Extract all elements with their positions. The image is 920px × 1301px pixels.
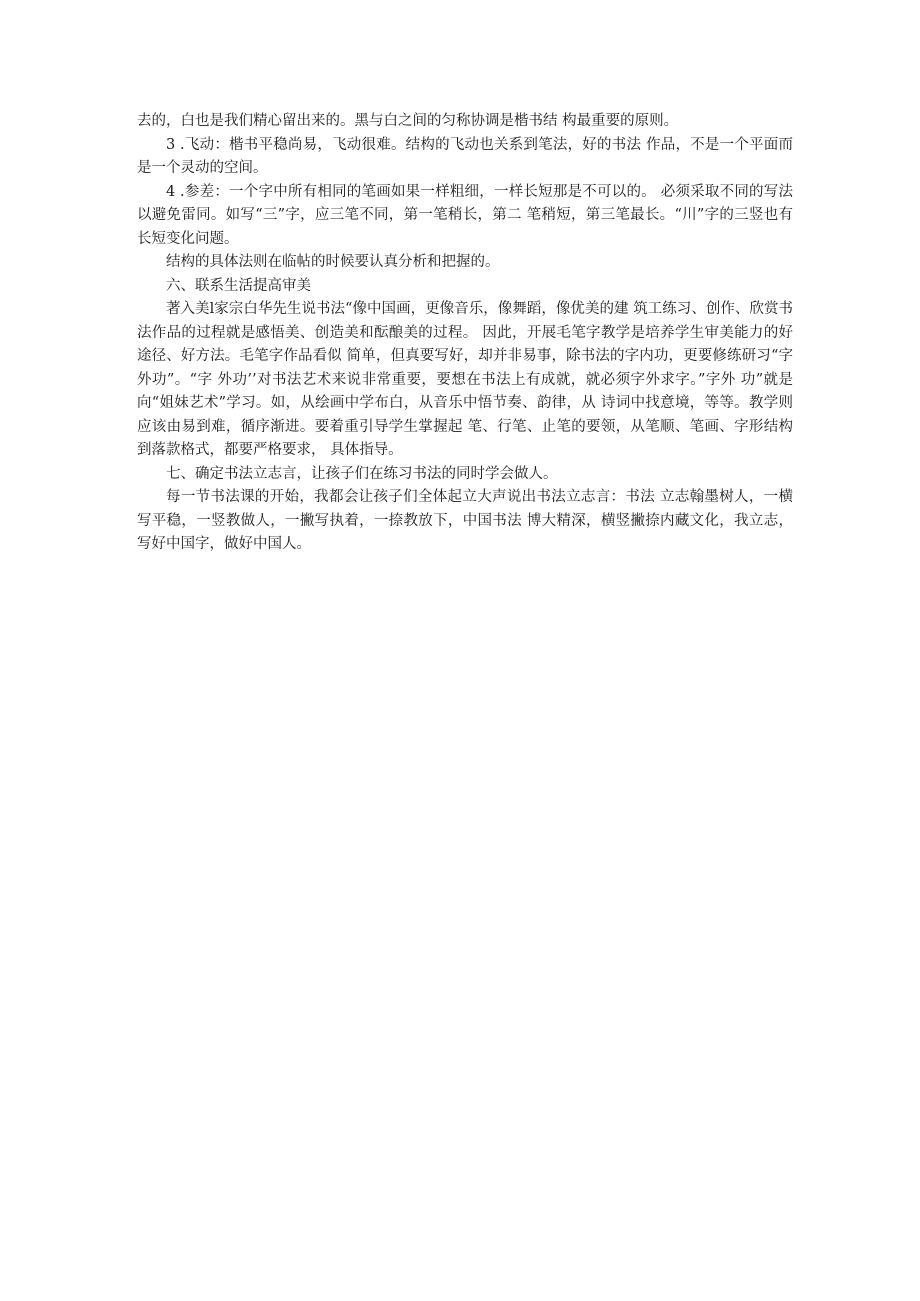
paragraph-flying-motion: 3 .飞动：楷书平稳尚易，飞动很难。结构的飞动也关系到笔法，好的书法 作品，不是一个平面而是一个灵动的空间。 [137, 136, 793, 176]
paragraph-variation: 4 .参差：一个字中所有相同的笔画如果一样粗细，一样长短那是不可以的。 必须采取不同的写法以避免雷同。如写“三”字，应三笔不同，第一笔稍长，第二 笔稍短，第三笔最长。“川”字的三竖也有长短变化问题。 [137, 183, 793, 247]
document-body [137, 110, 793, 557]
paragraph-balance-continued: 去的，白也是我们精心留出来的。黑与白之间的匀称协调是楷书结 构最重要的原则。 [137, 113, 679, 129]
paragraph-motto: 每一节书法课的开始，我都会让孩子们全体起立大声说出书法立志言：书法 立志翰墨树人，一横写平稳，一竖教做人，一撇写执着，一捺教放下，中国书法 博大精深，横竖撇捺内藏文化，我立志，写好中国字，做好中国人。 [137, 489, 793, 552]
section-heading-aesthetics: 六、联系生活提高审美 [166, 277, 311, 294]
paragraph-structure-rules: 结构的具体法则在临帖的时候要认真分析和把握的。 [166, 254, 500, 270]
paragraph-aesthetics: 著入美l家宗白华先生说书法“像中国画，更像音乐，像舞蹈，像优美的建 筑工练习、创作、欣赏书法作品的过程就是感悟美、创造美和酝酿美的过程。 因此，开展毛笔字教学是培养学生审美能力的好途径、好方法。毛笔字作品看似 简单，但真要写好，却并非易事，除书法的字内功，更要修练研习“字外功”。“字 外功’’对书法艺术来说非常重要，要想在书法上有成就，就必须字外求字。”字外 功”就是向“姐妹艺术”学习。如，从绘画中学布白，从音乐中悟节奏、韵律，从 诗词中找意境，等等。教学则应该由易到难，循序渐进。要着重引导学生掌握起 笔、行笔、止笔的要领，从笔顺、笔画、字形结构到落款格式，都要严格要求， 具体指导。 [137, 301, 793, 458]
section-heading-motto: 七、确定书法立志言，让孩子们在练习书法的同时学会做人。 [166, 465, 558, 482]
